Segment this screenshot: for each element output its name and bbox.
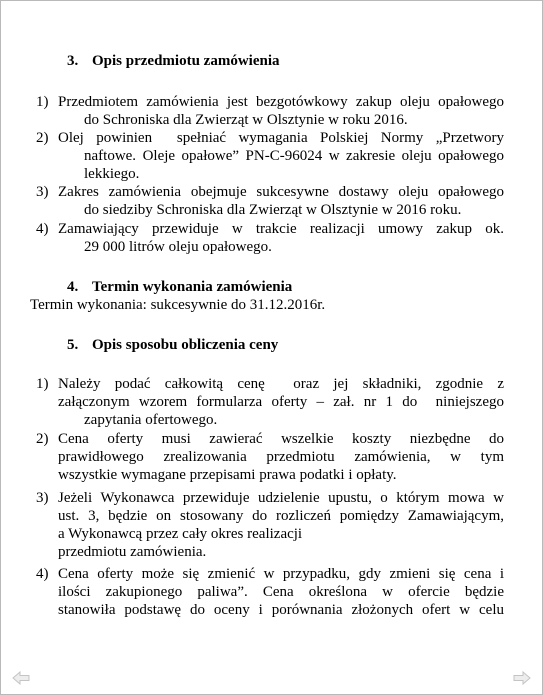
- item-line: przedmiotu zamówienia.: [58, 544, 207, 560]
- list-marker: 4): [36, 221, 49, 237]
- section-3-heading: [67, 52, 280, 70]
- item-line: prawidłowego zrealizowania przedmiotu zamówienia, w tym: [58, 449, 504, 465]
- list-item: [36, 565, 504, 619]
- list-item: [36, 129, 504, 183]
- list-item: [36, 183, 504, 219]
- section-number: 5.: [67, 337, 79, 353]
- section-5-heading: [67, 336, 278, 354]
- list-item: [36, 93, 504, 129]
- list-marker: 1): [36, 94, 49, 110]
- list-marker: 1): [36, 376, 49, 392]
- item-line: 29 000 litrów oleju opałowego.: [84, 239, 272, 255]
- item-line: Należy podać całkowitą cenę oraz jej składniki, zgodnie z: [58, 376, 504, 392]
- item-line: zapytania ofertowego.: [84, 412, 218, 428]
- list-marker: 3): [36, 490, 49, 506]
- arrow-right-icon[interactable]: [511, 669, 533, 687]
- item-line: do siedziby Schroniska dla Zwierząt w Olsztynie w 2016 roku.: [84, 202, 462, 218]
- item-line: a Wykonawcą przez cały okres realizacji: [58, 526, 303, 542]
- section-title: Opis sposobu obliczenia ceny: [92, 337, 279, 353]
- list-marker: 2): [36, 130, 49, 146]
- list-marker: 2): [36, 431, 49, 447]
- item-line: Zamawiający przewiduje w trakcie realizacji umowy zakup ok.: [58, 221, 504, 237]
- list-item: [36, 489, 504, 561]
- item-line: Jeżeli Wykonawca przewiduje udzielenie upustu, o którym mowa w: [58, 490, 504, 506]
- arrow-left-icon[interactable]: [10, 669, 32, 687]
- item-line: załączonym wzorem formularza oferty – zał. nr 1 do niniejszego: [58, 394, 504, 410]
- item-line: Zakres zamówienia obejmuje sukcesywne dostawy oleju opałowego: [58, 184, 504, 200]
- item-line: ust. 3, będzie on stosowany do rozliczeń pomiędzy Zamawiającym,: [58, 508, 504, 524]
- item-line: Olej powinien spełniać wymagania Polskiej Normy „Przetwory: [58, 130, 504, 146]
- section-number: 4.: [67, 279, 79, 295]
- item-line: ilości zakupionego paliwa”. Cena określona w ofercie będzie: [58, 584, 504, 600]
- list-item: [36, 430, 504, 484]
- list-marker: 4): [36, 566, 49, 582]
- item-line: naftowe. Oleje opałowe” PN-C-96024 w zakresie oleju opałowego: [84, 148, 504, 164]
- item-line: stanowiła podstawę do oceny i porównania złożonych ofert w celu: [58, 602, 504, 618]
- item-line: Cena oferty może się zmienić w przypadku, gdy zmieni się cena i: [58, 566, 504, 582]
- item-line: wszystkie wymagane przepisami prawa podatki i opłaty.: [58, 467, 397, 483]
- section-number: 3.: [67, 53, 79, 69]
- section-4-text: Termin wykonania: sukcesywnie do 31.12.2016r.: [30, 297, 326, 313]
- list-item: [36, 220, 504, 256]
- item-line: lekkiego.: [84, 166, 140, 182]
- list-item: [36, 375, 504, 429]
- section-4-heading: [67, 278, 292, 296]
- item-line: Przedmiotem zamówienia jest bezgotówkowy zakup oleju opałowego: [58, 94, 504, 110]
- arrow-left-icon: [12, 671, 30, 685]
- arrow-right-icon: [513, 671, 531, 685]
- list-marker: 3): [36, 184, 49, 200]
- item-line: do Schroniska dla Zwierząt w Olsztynie w roku 2016.: [84, 112, 408, 128]
- item-line: Cena oferty musi zawierać wszelkie koszty niezbędne do: [58, 431, 504, 447]
- section-title: Opis przedmiotu zamówienia: [92, 53, 280, 69]
- section-title: Termin wykonania zamówienia: [92, 279, 293, 295]
